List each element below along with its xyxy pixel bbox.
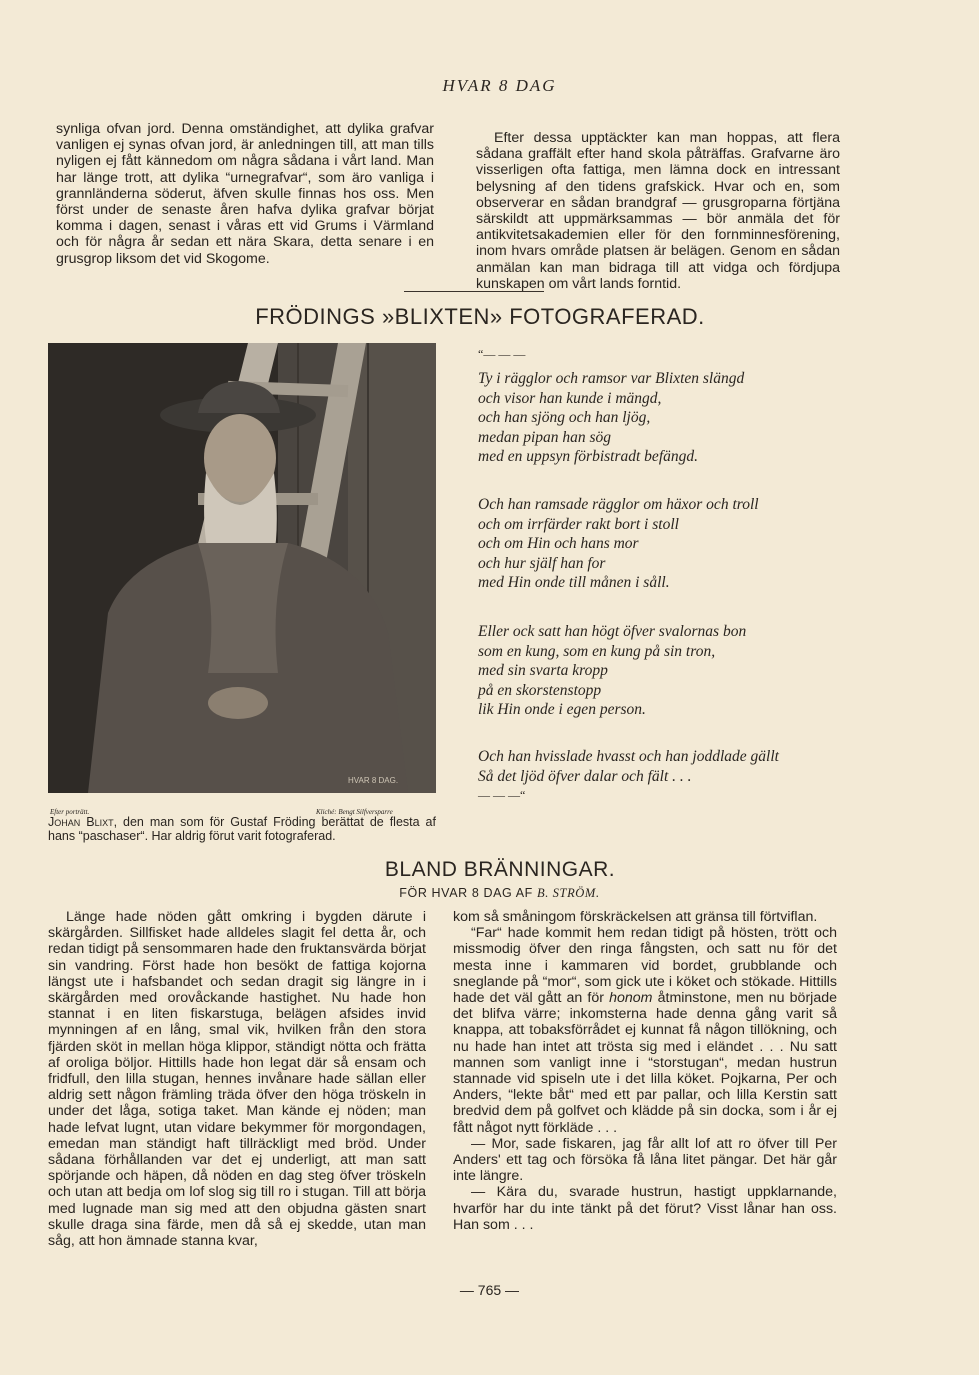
story-emphasis: honom — [609, 990, 653, 1007]
article-headline-blixten: FRÖDINGS »BLIXTEN» FOTOGRAFERAD. — [255, 304, 705, 329]
poem-close-mark: — — —“ — [478, 788, 526, 803]
photo-credit-left: Efter porträtt. — [50, 808, 90, 816]
top-right-paragraph: Efter dessa upptäckter kan man hoppas, att flera sådana graffält efter hand skola påträffas. Grafvarne äro visserligen ofta fattiga, men lämna dock en intressant belysning af den tidens grafskick. Hvar och en, som observerar en sådan brandgraf — grusgroparna förtjäna särskildt att uppmärksammas — bör anmäla det för antikvitetsakademien eller för den fornminnesförening, inom hvars område platsen är belägen. Genom en sådan anmälan kan man bidraga till att vidga och fördjupa kunskapen om vårt lands forntid. — [476, 130, 840, 292]
story-paragraph: kom så småningom förskräckelsen att gränsa till förtviflan. — [453, 909, 818, 925]
story-paragraph: — Kära du, svarade hustrun, hastigt uppklarnande, hvarför har du inte tänkt på det förut? Visst lånar han oss. Han som . . . — [453, 1184, 837, 1233]
poem-line: med en uppsyn förbistradt befängd. — [478, 448, 698, 466]
poem-line: Så det ljöd öfver dalar och fält . . . — [478, 767, 692, 785]
byline-author: B. STRÖM. — [536, 886, 600, 900]
poem-stanza-2 — [478, 495, 858, 593]
story-left-column — [48, 909, 426, 1249]
poem-line: och om irrfärder rakt bort i stoll — [478, 515, 679, 533]
separator-rule — [404, 291, 544, 292]
article-headline-branningar: BLAND BRÄNNINGAR. — [384, 858, 616, 881]
story-text: åtminstone, men nu började det blifva värre; inkomsterna hade denna gång varit så knappa, att tobaksförrådet ej kunnat få någon tillökning, och nu hade han intet att trösta sig med i eländet . . . Nu satt mannen som vanligt inne i “storstugan“, medan hustrun stannade vid spiseln ute i det lilla köket. Pojkarna, Per och Anders, “lekte båt“ med ett par pallar, och lilla Kerstin satt bredvid dem på golfvet och klädde på sin docka, som i år ej fått något nytt förkläde . . . — [453, 990, 837, 1136]
portrait-photo — [48, 343, 436, 793]
top-left-column — [56, 121, 434, 267]
byline — [0, 886, 979, 901]
poem-line: och visor han kunde i mängd, — [478, 389, 662, 407]
poem-line: som en kung, som en kung på sin tron, — [478, 642, 716, 660]
poem-line: med sin svarta kropp — [478, 662, 608, 680]
poem-line: Och han hvisslade hvasst och han joddlade gällt — [478, 748, 779, 765]
poem-stanza-1 — [478, 369, 858, 467]
poem-line: och han sjöng och han ljög, — [478, 409, 651, 427]
photo-stamp: HVAR 8 DAG. — [348, 776, 399, 785]
top-right-column — [476, 130, 840, 292]
story-right-column — [453, 909, 837, 1233]
caption-text: den man som för Gustaf Fröding berättat de flesta af hans “paschaser“. Har aldrig förut varit fotograferad. — [48, 815, 436, 843]
poem-line: medan pipan han sög — [478, 428, 612, 446]
caption-name: Johan Blixt, — [48, 815, 118, 829]
poem-line: Eller ock satt han högt öfver svalornas bon — [478, 623, 747, 640]
story-paragraph — [453, 925, 837, 1136]
poem-line: med Hin onde till månen i såll. — [478, 574, 670, 592]
poem-stanza-3 — [478, 622, 858, 720]
story-text: “Far“ hade kommit hem redan tidigt på hösten, trött och missmodig öfver den ringa fångsten, och satt nu för det mesta inne i kammaren vid bordet, grubblande och sneglande på “mor“, som gick ute i köket och stökade. Hittills hade det väl gått an för — [453, 925, 837, 1007]
story-paragraph: Länge hade nöden gått omkring i bygden därute i skärgården. Sillfisket hade alldeles slagit fel detta år, och redan tidigt på sensommaren hade den fruktansvärda börjat sin vandring. Först hade hon besökt de fattiga kojorna längst ute i hafsbandet och sedan dragit sig längre in i skärgården med orovåckande hastighet. Nu hade hon stannat i en liten fiskarstuga, belägen afsides invid mynningen af en lång, smal vik, hvilken från den stora fjärden sköt in mellan höga klippor, ständigt nötta och frätta af oroliga böljor. Hittills hade hon legat där så ensam och fridfull, den lilla stugan, hennes invånare hade sällan eller aldrig sett någon främling träda öfver den höga tröskeln in under det låga, sotiga taket. Man kände ej nöden; man hade lefvat lugnt, utan vidare bekymmer för morgondagen, emedan man ständigt haft tillräckligt med bröd. Under sådana förhållanden var det ej underligt, att man satt spörjande och häpen, då nöden en dag steg öfver tröskeln och utan att bedja om lof slog sig till ro i stugan. Till att börja med lugnade man sig med att den objudna gästen snart skulle draga sina färde, men då så ej skedde, utan man såg, att hon ämnade stanna kvar, — [48, 909, 426, 1250]
running-head: HVAR 8 DAG — [442, 76, 557, 95]
story-paragraph: — Mor, sade fiskaren, jag får allt lof att ro öfver till Per Anders' ett tag och försöka få låna litet pängar. Det här går inte längre. — [453, 1135, 837, 1185]
poem-line: på en skorstenstopp — [478, 681, 602, 699]
poem-line: och hur själf han for — [478, 554, 606, 572]
poem-line: Och han ramsade rägglor om häxor och troll — [478, 496, 759, 513]
poem-open-mark: “— — — — [478, 347, 526, 361]
poem-line: och om Hin och hans mor — [478, 535, 639, 553]
poem-line: lik Hin onde i egen person. — [478, 701, 646, 719]
page-number: — 765 — — [459, 1282, 520, 1298]
byline-prefix: FÖR HVAR 8 DAG AF — [399, 886, 533, 900]
photo-credit-right: Kliché: Bengt Silfversparre — [316, 808, 393, 816]
poem-line: Ty i rägglor och ramsor var Blixten slängd — [478, 370, 745, 387]
poem-stanza-4 — [478, 747, 858, 806]
top-left-paragraph: synliga ofvan jord. Denna omständighet, att dylika grafvar vanligen ej synas ofvan jord, är anledningen till, att man tills nyligen ej fått kännedom om några sådana i vårt land. Man har länge trott, att dylika “urnegrafvar“, som äro vanliga i grannländerna söderut, äfven skulle finnas hos oss. Men först under de senaste åren hafva dylika grafvar börjat komma i dagen, senast i våras ett vid Grums i Värmland och för några år sedan ett nära Skara, detta senare i en grusgrop liksom det vid Skogome. — [56, 121, 434, 267]
photo-caption — [48, 816, 436, 843]
